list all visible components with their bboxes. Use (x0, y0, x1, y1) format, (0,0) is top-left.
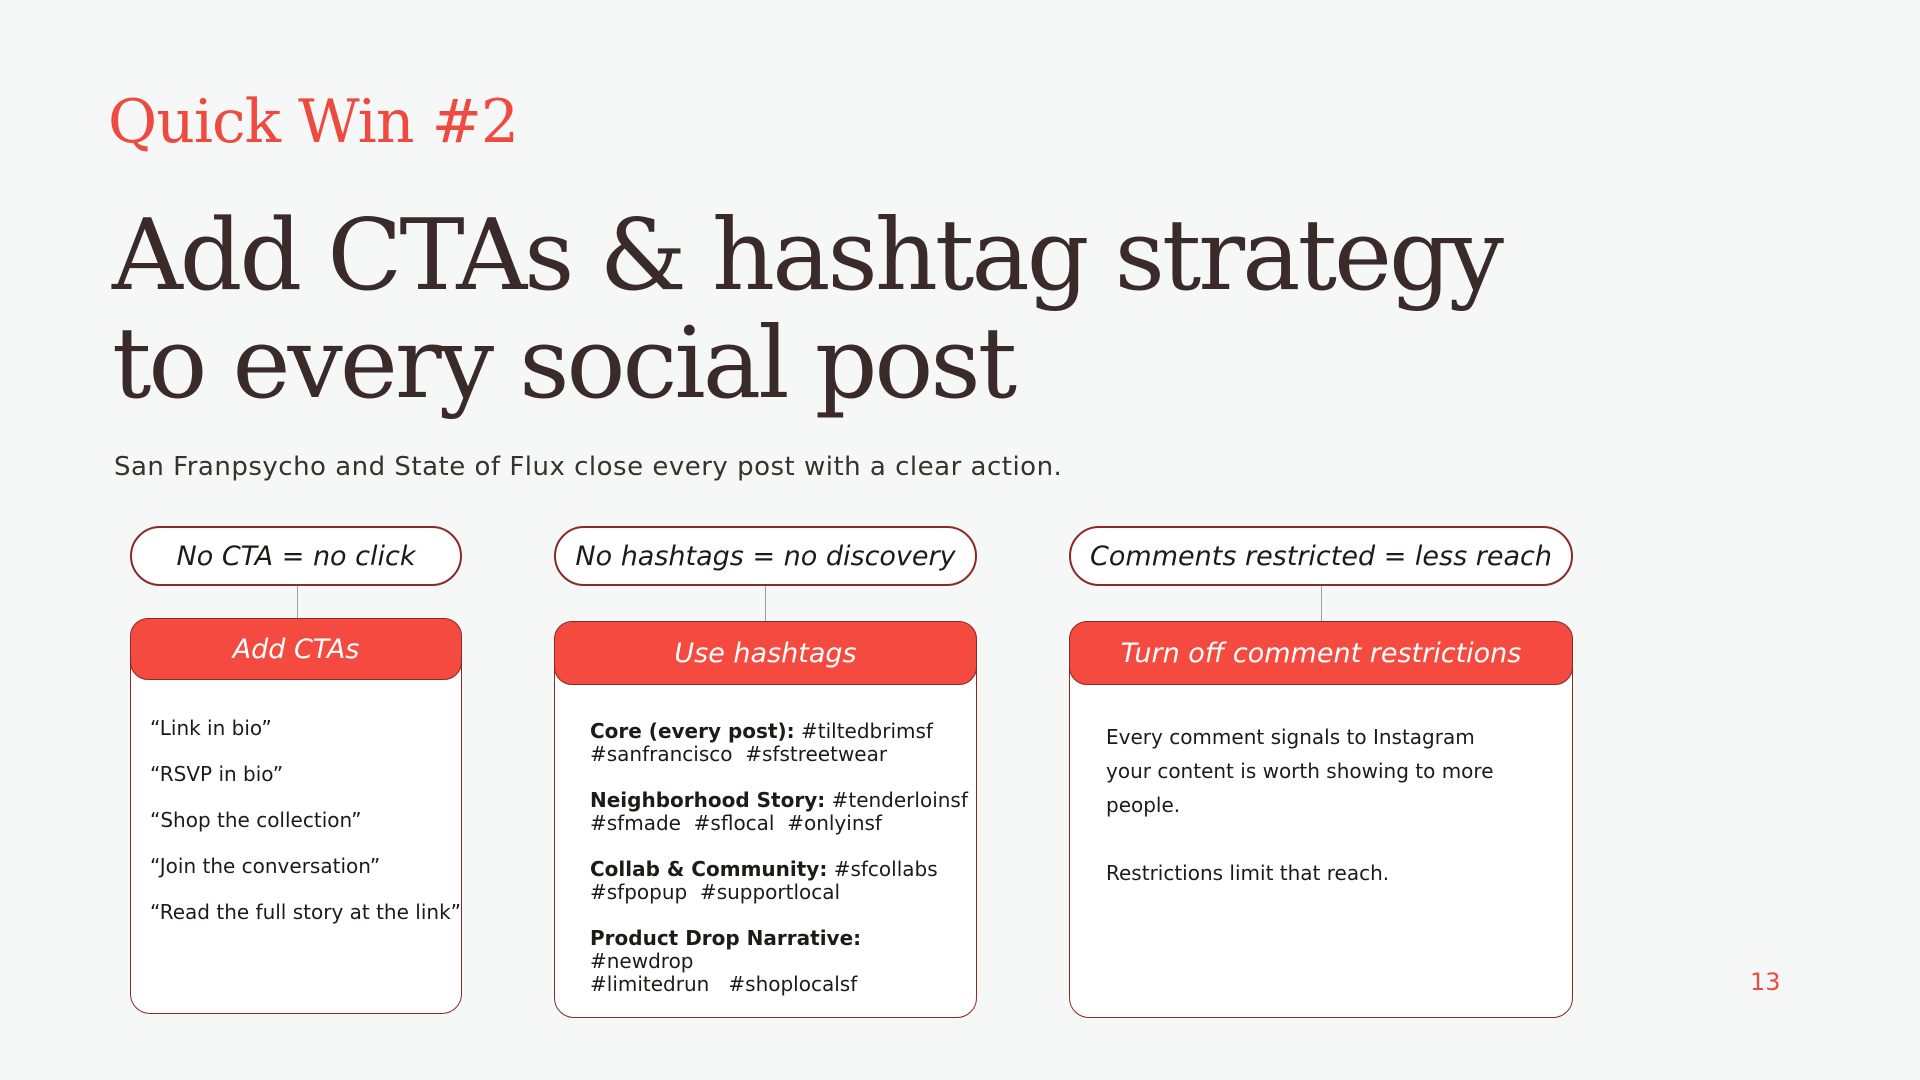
cta-list (150, 712, 461, 942)
hashtag-group-label: Collab & Community: (590, 857, 828, 881)
page-number: 13 (1750, 968, 1781, 996)
cta-item: “RSVP in bio” (150, 762, 284, 786)
comments-paragraph: Every comment signals to Instagram your content is worth showing to more people. (1106, 725, 1494, 817)
hashtag-card-header: Use hashtags (554, 621, 977, 685)
hashtag-group-label: Core (every post): (590, 719, 795, 743)
hashtag-group-label: Product Drop Narrative: (590, 926, 862, 950)
slide-subtitle: San Franpsycho and State of Flux close every post with a clear action. (114, 452, 1063, 482)
section-eyebrow: Quick Win #2 (108, 87, 519, 157)
hashtag-group-core (590, 720, 970, 766)
hashtag-text: #newdrop (590, 949, 694, 973)
cta-item: “Shop the collection” (150, 808, 362, 832)
cta-item: “Link in bio” (150, 716, 272, 740)
hashtag-group-label: Neighborhood Story: (590, 788, 826, 812)
cta-card-header: Add CTAs (130, 618, 462, 680)
connector-hashtags (765, 586, 766, 621)
hashtag-group-product-drop (590, 927, 970, 996)
connector-comments (1321, 586, 1322, 621)
hashtag-list (590, 720, 970, 1019)
comments-card-header: Turn off comment restrictions (1069, 621, 1573, 685)
hashtag-text: #sfcollabs (827, 857, 938, 881)
cta-item: “Join the conversation” (150, 854, 381, 878)
hashtag-text: #tenderloinsf (825, 788, 968, 812)
comments-paragraph: Restrictions limit that reach. (1106, 861, 1390, 885)
slide-title (112, 199, 1712, 421)
title-line-2: to every social post (112, 307, 1015, 421)
comments-body (1106, 720, 1526, 924)
hashtag-group-neighborhood (590, 789, 970, 835)
connector-cta (297, 586, 298, 618)
title-line-1: Add CTAs & hashtag strategy (112, 199, 1502, 313)
hashtag-text: #sfmade #sflocal #onlyinsf (590, 811, 882, 835)
hashtag-text: #tiltedbrimsf (794, 719, 933, 743)
hashtag-group-collab (590, 858, 970, 904)
problem-pill-comments: Comments restricted = less reach (1069, 526, 1573, 586)
problem-pill-cta: No CTA = no click (130, 526, 462, 586)
problem-pill-hashtags: No hashtags = no discovery (554, 526, 977, 586)
cta-item: “Read the full story at the link” (150, 900, 462, 924)
hashtag-text: #sfpopup #supportlocal (590, 880, 841, 904)
hashtag-text: #limitedrun #shoplocalsf (590, 972, 858, 996)
hashtag-text: #sanfrancisco #sfstreetwear (590, 742, 888, 766)
